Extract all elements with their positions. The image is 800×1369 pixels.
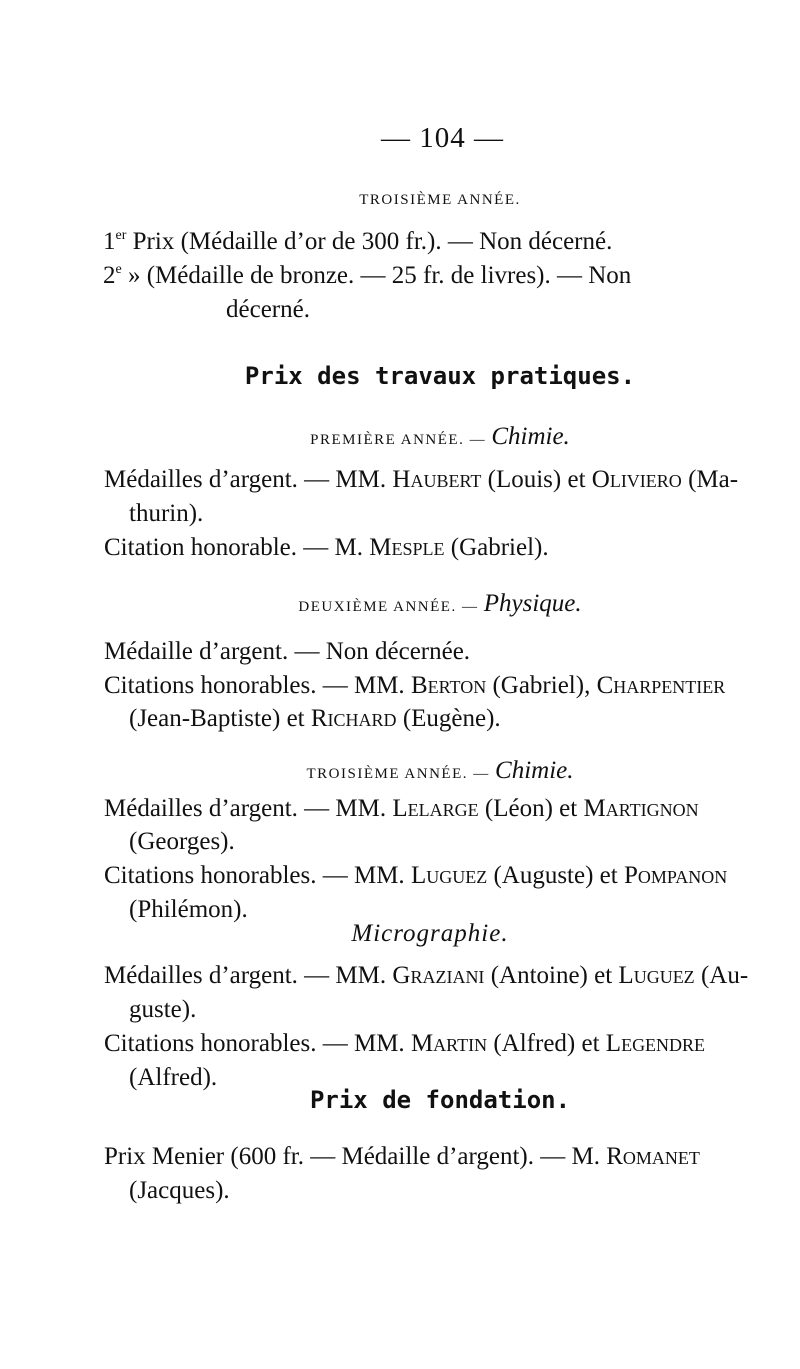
- award-line-continued: (Alfred).: [129, 1064, 218, 1091]
- laureate-name: Pompanon: [623, 862, 728, 889]
- laureate-name: Graziani: [392, 962, 485, 989]
- award-text: Citation honorable. — M.: [104, 534, 370, 561]
- laureate-name: Romanet: [606, 1143, 700, 1170]
- year-heading-text: TROISIÈME ANNÉE.: [359, 192, 521, 208]
- prize-text: Prix (Médaille d’or de 300 fr.). — Non décerné.: [126, 228, 613, 255]
- laureate-name: Legendre: [605, 1030, 706, 1057]
- subject-label: Physique.: [483, 590, 582, 617]
- laureate-name: Luguez: [410, 862, 488, 889]
- laureate-name: Berton: [410, 672, 487, 699]
- award-text: (Jean-Baptiste) et: [129, 705, 311, 732]
- prize-rank-suffix: e: [115, 262, 122, 277]
- award-text: (Léon) et: [478, 795, 584, 822]
- laureate-name: Mesple: [369, 534, 445, 561]
- year-label: TROISIÈME ANNÉE. —: [306, 766, 496, 782]
- award-text: Citations honorables. — MM.: [104, 672, 411, 699]
- award-line: [104, 862, 727, 890]
- award-line-continued: (Philémon).: [129, 896, 248, 923]
- award-text: (Alfred) et: [487, 1030, 606, 1057]
- award-line: [104, 466, 738, 494]
- laureate-name: Haubert: [392, 466, 482, 493]
- award-line-continued: guste).: [129, 996, 197, 1023]
- section-heading-fondation: Prix de fondation.: [309, 1086, 571, 1114]
- laureate-name: Luguez: [618, 962, 695, 989]
- award-line-continued: (Georges).: [129, 828, 235, 855]
- section-heading-travaux: Prix des travaux pratiques.: [244, 362, 636, 390]
- prize-second-continued: décerné.: [226, 296, 310, 323]
- award-text: Citations honorables. — MM.: [104, 1030, 411, 1057]
- award-text: Médailles d’argent. — MM.: [104, 962, 393, 989]
- subject-heading-micrographie: Micrographie.: [351, 920, 509, 947]
- subject-label: Chimie.: [491, 423, 570, 450]
- award-text: (Gabriel),: [486, 672, 597, 699]
- prize-first: [103, 228, 612, 256]
- year-heading-troisieme-chimie: [0, 757, 800, 785]
- award-text: Médailles d’argent. — MM.: [104, 466, 393, 493]
- award-line-continued: [129, 705, 501, 733]
- award-line: [104, 962, 748, 990]
- page-number: — 104 —: [381, 122, 504, 154]
- award-text: (Eugène).: [396, 705, 501, 732]
- prize-rank: 1: [103, 228, 116, 255]
- award-line-continued: (Jacques).: [129, 1177, 230, 1204]
- laureate-name: Martignon: [583, 795, 699, 822]
- award-text: Citations honorables. — MM.: [104, 862, 411, 889]
- award-text: Médailles d’argent. — MM.: [104, 795, 393, 822]
- year-label: PREMIÈRE ANNÉE. —: [310, 432, 492, 448]
- award-line: [104, 795, 699, 823]
- award-line: [104, 1143, 700, 1171]
- prize-text: » (Médaille de bronze. — 25 fr. de livres). — Non: [121, 262, 632, 289]
- award-text: (Au-: [694, 962, 749, 989]
- laureate-name: Richard: [310, 705, 397, 732]
- year-label: DEUXIÈME ANNÉE. —: [298, 599, 484, 615]
- award-line: [104, 1030, 705, 1058]
- award-text: (Auguste) et: [487, 862, 624, 889]
- award-line: [104, 534, 549, 562]
- laureate-name: Lelarge: [392, 795, 479, 822]
- year-heading-premiere: [0, 423, 800, 451]
- award-text: (Louis) et: [481, 466, 592, 493]
- laureate-name: Oliviero: [591, 466, 682, 493]
- award-line: Médaille d’argent. — Non décernée.: [104, 638, 471, 665]
- prize-rank: 2: [103, 262, 116, 289]
- award-text: (Gabriel).: [444, 534, 549, 561]
- award-line: [104, 672, 725, 700]
- prize-rank-suffix: er: [115, 228, 127, 243]
- prize-second: [103, 262, 631, 290]
- award-text: Prix Menier (600 fr. — Médaille d’argent). — M.: [104, 1143, 607, 1170]
- year-heading-deuxieme: [0, 590, 800, 618]
- laureate-name: Martin: [410, 1030, 488, 1057]
- subject-label: Chimie.: [495, 757, 574, 784]
- award-line-continued: thurin).: [129, 500, 204, 527]
- year-heading-troisieme: [0, 192, 800, 209]
- laureate-name: Charpentier: [596, 672, 726, 699]
- award-text: (Ma-: [681, 466, 739, 493]
- award-text: (Antoine) et: [484, 962, 619, 989]
